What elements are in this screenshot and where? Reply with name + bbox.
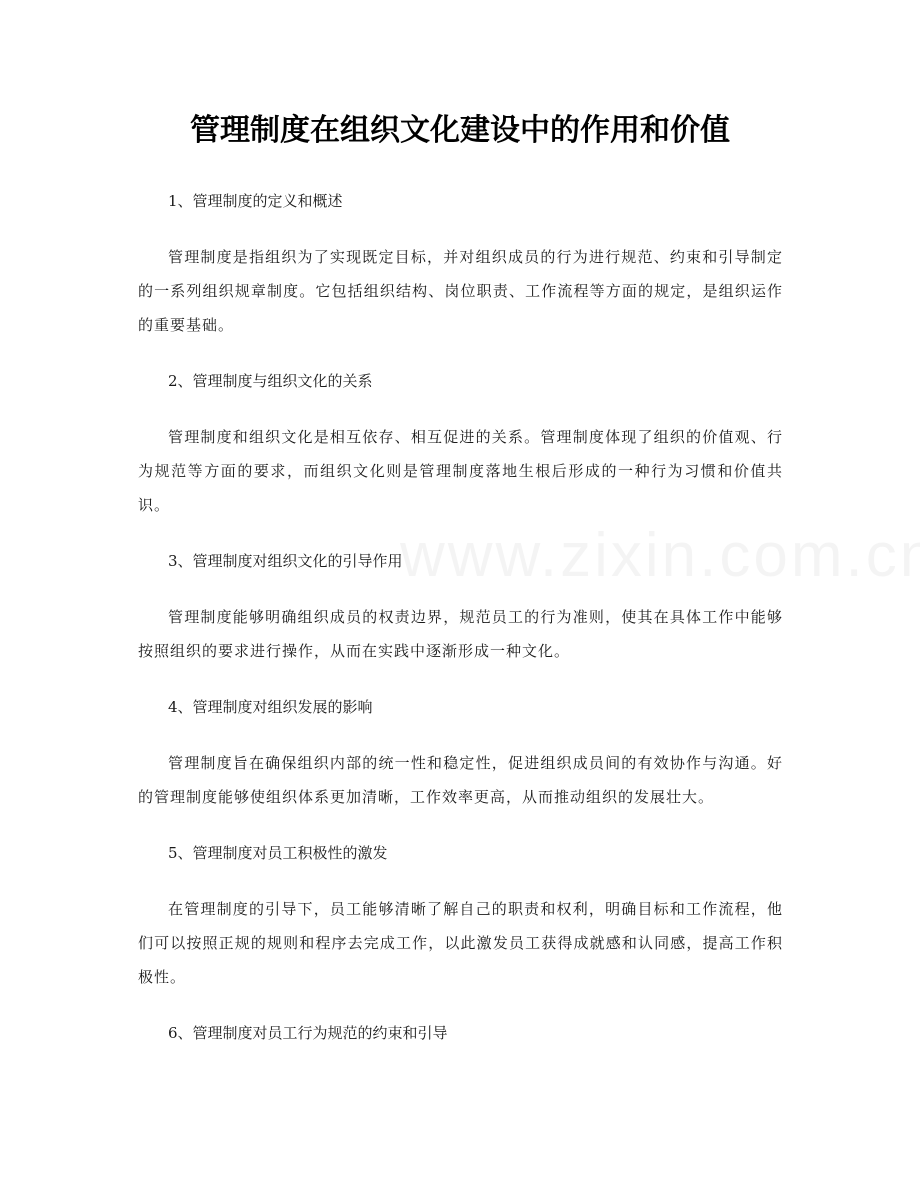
section-paragraph: 管理制度和组织文化是相互依存、相互促进的关系。管理制度体现了组织的价值观、行为规范等方面的要求，而组织文化则是管理制度落地生根后形成的一种行为习惯和价值共识。: [138, 428, 783, 514]
section-paragraph: 在管理制度的引导下，员工能够清晰了解自己的职责和权利，明确目标和工作流程，他们可以按照正规的规则和程序去完成工作，以此激发员工获得成就感和认同感，提高工作积极性。: [138, 900, 783, 986]
section-heading: 2、管理制度与组织文化的关系: [168, 372, 373, 390]
section-paragraph: 管理制度是指组织为了实现既定目标，并对组织成员的行为进行规范、约束和引导制定的一系列组织规章制度。它包括组织结构、岗位职责、工作流程等方面的规定，是组织运作的重要基础。: [138, 248, 783, 334]
section-heading: 4、管理制度对组织发展的影响: [168, 698, 373, 716]
section-heading: 5、管理制度对员工积极性的激发: [168, 844, 388, 862]
section-1: [138, 184, 783, 364]
section-heading: 6、管理制度对员工行为规范的约束和引导: [168, 1024, 448, 1042]
section-paragraph: 管理制度能够明确组织成员的权责边界，规范员工的行为准则，使其在具体工作中能够按照组织的要求进行操作，从而在实践中逐渐形成一种文化。: [138, 608, 783, 660]
section-paragraph: 管理制度旨在确保组织内部的统一性和稳定性，促进组织成员间的有效协作与沟通。好的管理制度能够使组织体系更加清晰，工作效率更高，从而推动组织的发展壮大。: [138, 754, 783, 806]
section-6: [138, 1016, 783, 1050]
section-5: [138, 836, 783, 1016]
document-body: [138, 184, 783, 1050]
section-heading: 3、管理制度对组织文化的引导作用: [168, 552, 403, 570]
section-2: [138, 364, 783, 544]
section-3: [138, 544, 783, 690]
document-title: 管理制度在组织文化建设中的作用和价值: [190, 113, 730, 148]
section-4: [138, 690, 783, 836]
section-heading: 1、管理制度的定义和概述: [168, 192, 343, 210]
